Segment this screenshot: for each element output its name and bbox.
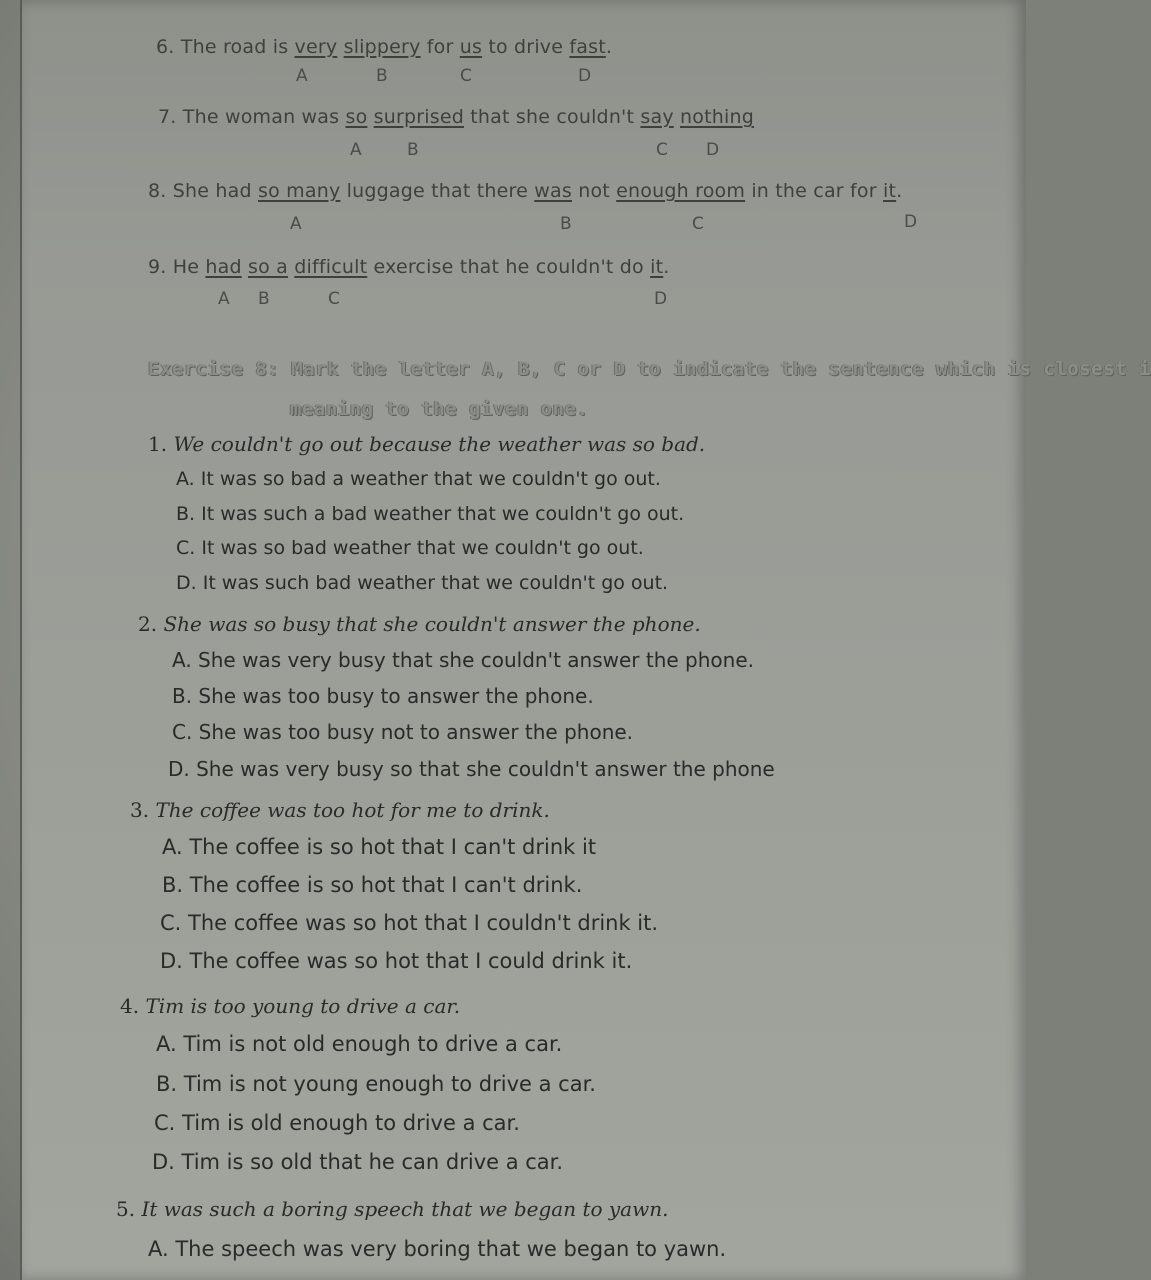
item-1-option-b: B. It was such a bad weather that we couldn't go out. xyxy=(176,503,685,525)
item-2-stem xyxy=(138,612,701,636)
item-4-option-c: C. Tim is old enough to drive a car. xyxy=(154,1111,520,1135)
question-8 xyxy=(148,180,902,202)
item-5-stem xyxy=(116,1197,668,1221)
underlined-part-b: was xyxy=(534,180,572,202)
item-2-option-c: C. She was too busy not to answer the phone. xyxy=(172,720,634,744)
underlined-part-c: us xyxy=(459,36,483,58)
sentence-part: luggage xyxy=(346,180,425,202)
underlined-part-d: it xyxy=(883,180,897,202)
underlined-part-c: say xyxy=(640,106,674,128)
answer-letter-d: D xyxy=(706,140,720,160)
question-6 xyxy=(156,36,612,58)
question-number: 7. xyxy=(158,106,177,128)
item-number: 4. xyxy=(120,994,140,1018)
sentence-part: . xyxy=(663,256,670,278)
underlined-part-a: so xyxy=(345,106,368,128)
item-2-option-b: B. She was too busy to answer the phone. xyxy=(172,684,594,708)
sentence-part: in the car for xyxy=(745,180,884,202)
item-number: 1. xyxy=(148,432,168,456)
item-3-stem xyxy=(130,798,550,822)
sentence-part: The road is xyxy=(180,36,295,58)
underlined-part-b: surprised xyxy=(373,106,465,128)
item-number: 5. xyxy=(116,1197,136,1221)
item-1-option-a: A. It was so bad a weather that we couldn't go out. xyxy=(176,468,661,490)
item-4-stem xyxy=(120,994,460,1018)
underlined-part-c: enough room xyxy=(616,180,746,202)
answer-letter-c: C xyxy=(692,214,704,234)
item-4-option-b: B. Tim is not young enough to drive a car. xyxy=(156,1072,596,1096)
sentence-part: not xyxy=(571,180,617,202)
question-number: 9. xyxy=(148,256,167,278)
answer-letter-a: A xyxy=(218,289,230,309)
answer-letter-b: B xyxy=(407,140,419,160)
item-2-option-d: D. She was very busy so that she couldn't answer the phone xyxy=(168,757,775,781)
item-3-option-a: A. The coffee is so hot that I can't drink it xyxy=(162,835,597,859)
answer-letter-d: D xyxy=(904,212,918,232)
underlined-part-a: very xyxy=(294,36,338,58)
answer-letter-b: B xyxy=(560,214,572,234)
item-2-option-a: A. She was very busy that she couldn't answer the phone. xyxy=(172,648,754,672)
underlined-part-a: had xyxy=(205,256,242,278)
answer-letter-d: D xyxy=(654,289,668,309)
answer-letter-a: A xyxy=(296,66,308,86)
underlined-part-d: nothing xyxy=(680,106,754,128)
exercise-heading-line-1: Exercise 8: Mark the letter A, B, C or D to indicate the sentence which is closest i xyxy=(148,358,1151,380)
answer-letter-b: B xyxy=(258,289,270,309)
question-number: 6. xyxy=(156,36,175,58)
answer-letter-b: B xyxy=(376,66,388,86)
answer-letter-a: A xyxy=(350,140,362,160)
item-1-option-d: D. It was such bad weather that we couldn't go out. xyxy=(176,572,669,594)
answer-letter-d: D xyxy=(578,66,592,86)
item-3-option-b: B. The coffee is so hot that I can't drink. xyxy=(162,873,583,897)
item-3-option-c: C. The coffee was so hot that I couldn't drink it. xyxy=(160,911,659,935)
sentence-part: to drive xyxy=(482,36,570,58)
question-7 xyxy=(158,106,754,128)
exercise-heading-line-2: meaning to the given one. xyxy=(290,398,589,420)
answer-letter-c: C xyxy=(460,66,472,86)
item-3-option-d: D. The coffee was so hot that I could drink it. xyxy=(160,949,633,973)
sentence-part: He xyxy=(172,256,206,278)
item-1-stem xyxy=(148,432,705,456)
answer-letter-a: A xyxy=(290,214,302,234)
sentence-part: . xyxy=(605,36,613,58)
stem-text: The coffee was too hot for me to drink. xyxy=(155,798,550,822)
item-number: 3. xyxy=(130,798,150,822)
item-number: 2. xyxy=(138,612,158,636)
sentence-part: that there xyxy=(424,180,535,202)
item-4-option-a: A. Tim is not old enough to drive a car. xyxy=(156,1032,563,1056)
worksheet-page xyxy=(20,0,1151,1280)
stem-text: She was so busy that she couldn't answer the phone. xyxy=(163,612,701,636)
sentence-part: The woman was xyxy=(182,106,346,128)
answer-letter-c: C xyxy=(656,140,668,160)
sentence-part: . xyxy=(896,180,903,202)
underlined-part-c: difficult xyxy=(294,256,368,278)
sentence-part: She had xyxy=(172,180,258,202)
underlined-part-d: fast xyxy=(569,36,606,58)
question-number: 8. xyxy=(148,180,167,202)
sentence-part: that she couldn't xyxy=(464,106,641,128)
answer-letter-c: C xyxy=(328,289,340,309)
item-5-option-a: A. The speech was very boring that we began to yawn. xyxy=(148,1237,727,1261)
item-1-option-c: C. It was so bad weather that we couldn't go out. xyxy=(176,537,644,559)
sentence-part: exercise that he couldn't do xyxy=(367,256,651,278)
question-9 xyxy=(148,256,670,278)
underlined-part-d: it xyxy=(650,256,664,278)
stem-text: Tim is too young to drive a car. xyxy=(145,994,461,1018)
underlined-part-b: so a xyxy=(248,256,289,278)
underlined-part-b: slippery xyxy=(343,36,421,58)
sentence-part: for xyxy=(420,36,460,58)
underlined-part-a: so many xyxy=(258,180,341,202)
item-4-option-d: D. Tim is so old that he can drive a car. xyxy=(152,1150,564,1174)
stem-text: It was such a boring speech that we began to yawn. xyxy=(141,1197,669,1221)
stem-text: We couldn't go out because the weather was so bad. xyxy=(173,432,706,456)
